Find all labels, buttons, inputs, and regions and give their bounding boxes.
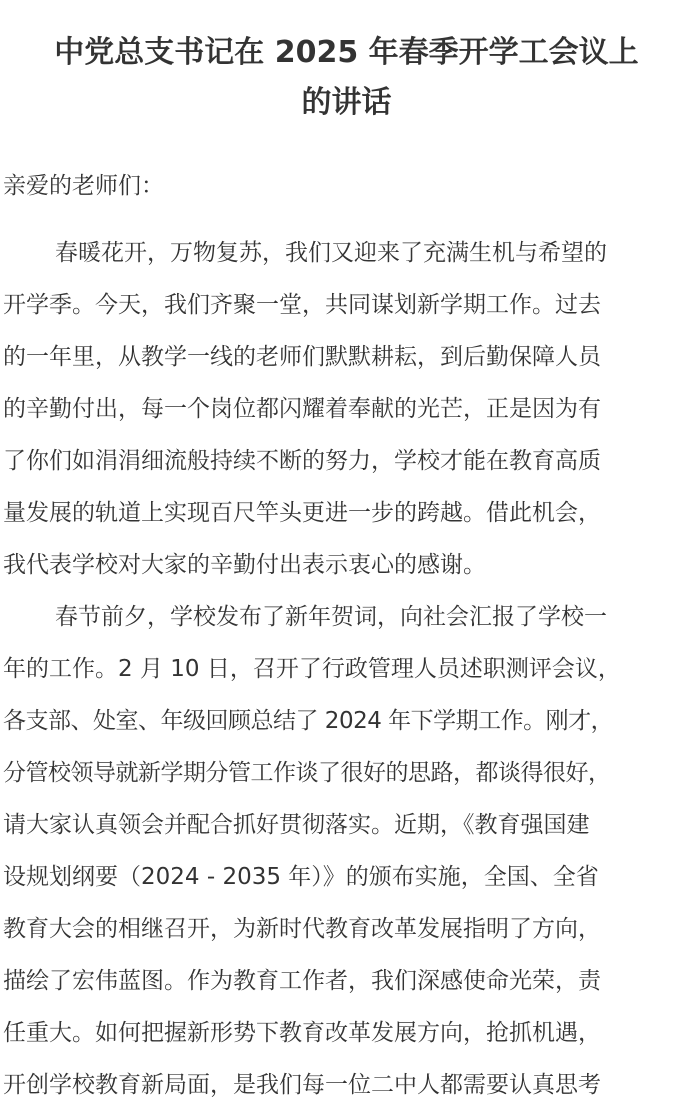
paragraph-line: 各支部、处室、年级回顾总结了 2024 年下学期工作。刚才， xyxy=(3,708,614,734)
paragraph-line: 年的工作。2 月 10 日，召开了行政管理人员述职测评会议， xyxy=(3,656,621,682)
document-title xyxy=(3,0,690,128)
paragraph-line: 描绘了宏伟蓝图。作为教育工作者，我们深感使命光荣，责 xyxy=(3,968,601,994)
paragraph-line: 任重大。如何把握新形势下教育改革发展方向，抢抓机遇， xyxy=(3,1020,601,1046)
paragraph-line: 设规划纲要（2024 - 2035 年）》的颁布实施，全国、全省 xyxy=(3,864,599,890)
paragraph-line: 量发展的轨道上实现百尺竿头更进一步的跨越。借此机会， xyxy=(3,500,601,526)
paragraph-line: 教育大会的相继召开，为新时代教育改革发展指明了方向， xyxy=(3,916,601,942)
document-body xyxy=(3,175,690,1111)
paragraph-line: 我代表学校对大家的辛勤付出表示衷心的感谢。 xyxy=(3,552,486,578)
paragraph-line: 春暖花开，万物复苏，我们又迎来了充满生机与希望的 xyxy=(55,240,607,266)
paragraph-line: 请大家认真领会并配合抓好贯彻落实。近期，《教育强国建 xyxy=(3,812,590,838)
paragraph-line: 春节前夕，学校发布了新年贺词，向社会汇报了学校一 xyxy=(55,604,607,630)
title-line-1: 中党总支书记在 2025 年春季开学工会议上 xyxy=(54,35,639,70)
paragraph-line: 开创学校教育新局面，是我们每一位二中人都需要认真思考 xyxy=(3,1072,601,1098)
paragraph-line: 了你们如涓涓细流般持续不断的努力，学校才能在教育高质 xyxy=(3,448,601,474)
paragraph-1 xyxy=(3,227,690,591)
greeting: 亲爱的老师们： xyxy=(3,173,164,199)
title-line-2: 的讲话 xyxy=(301,85,392,120)
paragraph-line: 的一年里，从教学一线的老师们默默耕耘，到后勤保障人员 xyxy=(3,344,601,370)
paragraph-2 xyxy=(3,591,690,1111)
paragraph-line: 的辛勤付出，每一个岗位都闪耀着奉献的光芒，正是因为有 xyxy=(3,396,601,422)
paragraph-line: 分管校领导就新学期分管工作谈了很好的思路，都谈得很好， xyxy=(3,760,611,786)
paragraph-line: 开学季。今天，我们齐聚一堂，共同谋划新学期工作。过去 xyxy=(3,292,601,318)
